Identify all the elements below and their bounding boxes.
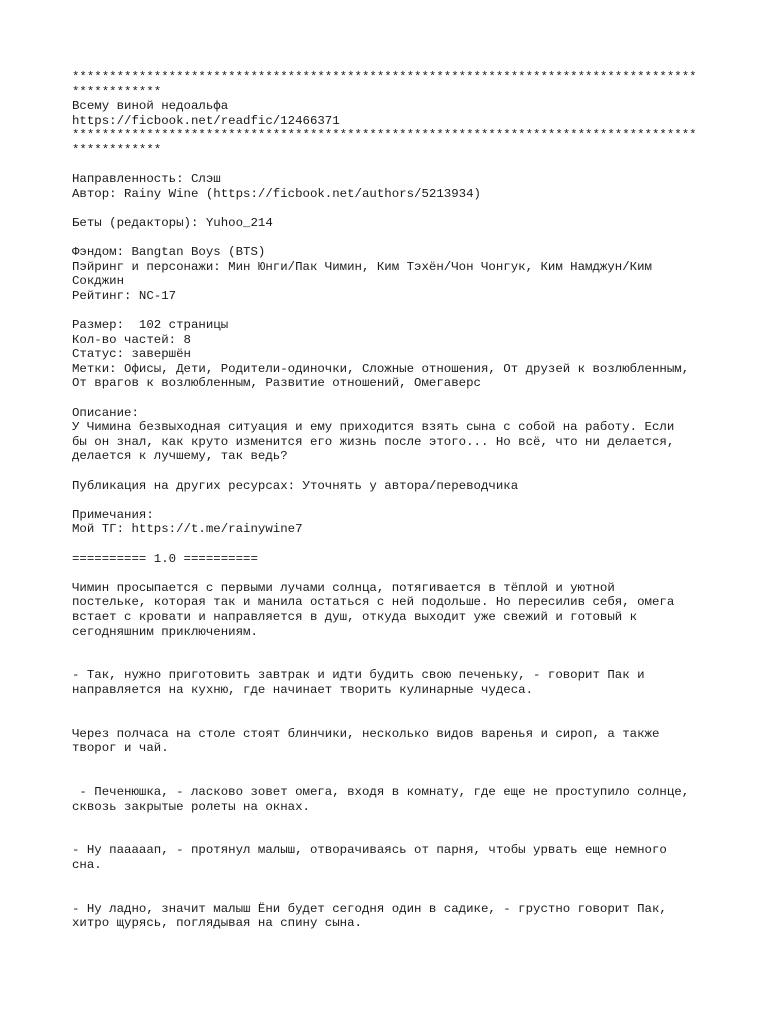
notes-label: Примечания: [72, 507, 154, 522]
separator-stars-cont: ************ [72, 142, 162, 157]
separator-stars-cont: ************ [72, 84, 162, 99]
body-paragraph-line: Чимин просыпается с первыми лучами солнца, потягивается в тёплой и уютной [72, 580, 615, 595]
body-paragraph-line: творог и чай. [72, 741, 169, 756]
meta-size: Размер: 102 страницы [72, 318, 229, 333]
publication-info: Публикация на других ресурсах: Уточнять у автора/переводчика [72, 478, 519, 493]
work-title: Всему виной недоальфа [72, 99, 229, 114]
meta-betas: Беты (редакторы): Yuhoo_214 [72, 215, 273, 230]
work-url: https://ficbook.net/readfic/12466371 [72, 113, 340, 128]
body-paragraph-line: встает с кровати и направляется в душ, откуда выходит уже свежий и готовый к [72, 609, 638, 624]
description-text: делается к лучшему, так ведь? [72, 449, 288, 464]
body-paragraph-line: хитро щурясь, поглядывая на спину сына. [72, 916, 362, 931]
body-paragraph-line: сна. [72, 858, 102, 873]
meta-pairing-cont: Сокджин [72, 274, 125, 289]
body-paragraph-line: сквозь закрытые ролеты на окнах. [72, 799, 310, 814]
separator-stars: ************************************************************************************ [72, 70, 697, 84]
meta-parts: Кол-во частей: 8 [72, 332, 191, 347]
meta-author: Автор: Rainy Wine (https://ficbook.net/authors/5213934) [72, 186, 481, 201]
separator-stars: ************************************************************************************ [72, 128, 697, 143]
body-paragraph-line: - Так, нужно приготовить завтрак и идти будить свою печеньку, - говорит Пак и [72, 668, 645, 683]
body-paragraph-line: - Ну пааааап, - протянул малыш, отворачиваясь от парня, чтобы урвать еще немного [72, 843, 667, 858]
body-paragraph-line: сегодняшним приключениям. [72, 624, 258, 639]
body-paragraph-line: постельке, которая так и манила остаться с ней подольше. Но пересилив себя, омега [72, 595, 675, 610]
body-paragraph-line: Через полчаса на столе стоят блинчики, несколько видов варенья и сироп, а также [72, 726, 660, 741]
chapter-heading: ========== 1.0 ========== [72, 551, 258, 566]
document-page [72, 70, 712, 931]
notes-text: Мой ТГ: https://t.me/rainywine7 [72, 522, 303, 537]
meta-tags: Метки: Офисы, Дети, Родители-одиночки, Сложные отношения, От друзей к возлюбленным, [72, 361, 690, 376]
description-text: бы он знал, как круто изменится его жизнь после этого... Но всё, что ни делается, [72, 434, 675, 449]
description-label: Описание: [72, 405, 139, 420]
body-paragraph-line: - Печенюшка, - ласково зовет омега, входя в комнату, где еще не проступило солнце, [72, 785, 690, 800]
meta-pairing: Пэйринг и персонажи: Мин Юнги/Пак Чимин, Ким Тэхён/Чон Чонгук, Ким Намджун/Ким [72, 259, 652, 274]
body-paragraph-line: направляется на кухню, где начинает творить кулинарные чудеса. [72, 682, 534, 697]
meta-rating: Рейтинг: NC-17 [72, 288, 177, 303]
meta-direction: Направленность: Слэш [72, 172, 221, 187]
meta-status: Статус: завершён [72, 347, 191, 362]
meta-fandom: Фэндом: Bangtan Boys (BTS) [72, 245, 266, 260]
meta-tags-cont: От врагов к возлюбленным, Развитие отношений, Омегаверс [72, 376, 481, 391]
description-text: У Чимина безвыходная ситуация и ему приходится взять сына с собой на работу. Если [72, 420, 675, 435]
body-paragraph-line: - Ну ладно, значит малыш Ёни будет сегодня один в садике, - грустно говорит Пак, [72, 901, 667, 916]
